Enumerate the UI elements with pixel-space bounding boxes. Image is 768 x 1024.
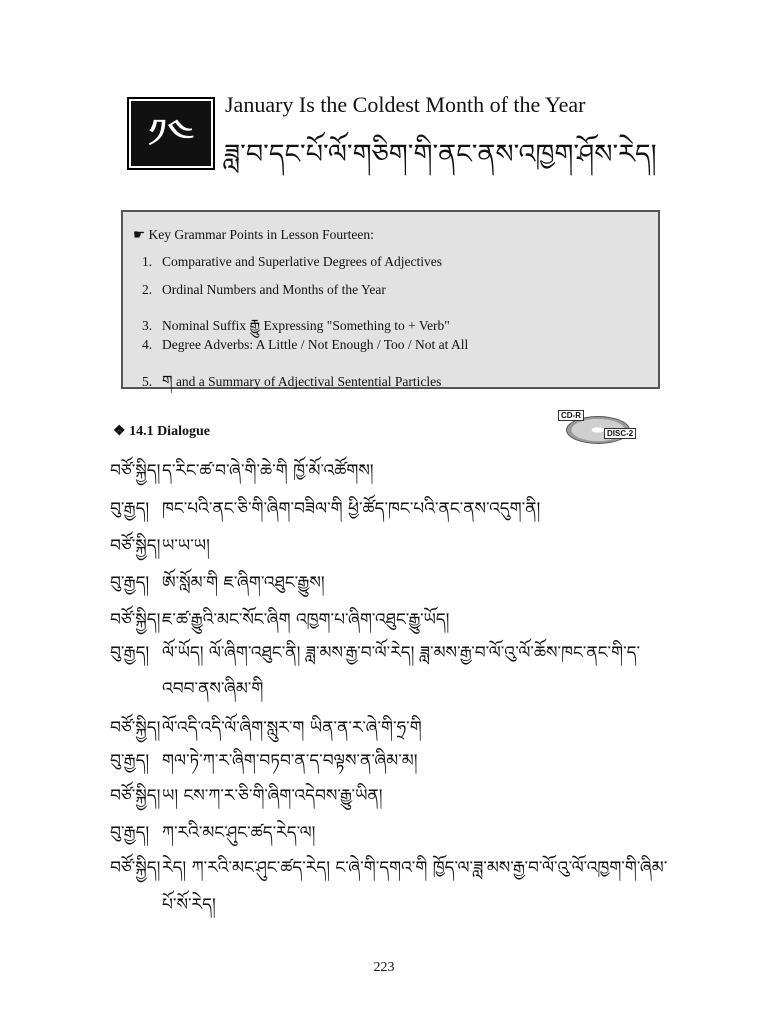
grammar-item: 3. Nominal Suffix རྒྱུ Expressing "Something to + Verb" (142, 316, 450, 334)
line-text: ཀ་རའི་མང་ཤུང་ཚད་རེད་ལ། (162, 823, 316, 843)
lesson-title-tibetan: ཟླ་བ་དང་པོ་ལོ་གཅིག་གི་ནང་ནས་འཁྱག་ཤོས་རེད། (224, 139, 657, 170)
line-text: རེད། ཀ་རའི་མང་ཤུང་ཚད་རེད། ང་ཞེ་གི་དགའ་གི ཁྱོད་ལ་ཟླ་མས་རྒྱ་བ་ལོ་འུ་ལོ་འཁྱག་གི་ཞིམ་ (162, 858, 668, 878)
cd-disc-icon (558, 410, 640, 444)
speaker: བུ་རྒྱད། (110, 643, 150, 663)
speaker: བཙོ་སྐྱིད། (110, 610, 161, 630)
section-heading (113, 423, 210, 440)
speaker: བུ་རྒྱད། (110, 823, 150, 843)
grammar-item: 5. ག and a Summary of Adjectival Sentential Particles (142, 372, 442, 390)
speaker: བཙོ་སྐྱིད། (110, 786, 161, 806)
line-text: ལོ་འདི་འདི་ལོ་ཞིག་སླུར་ག ཡིན་ན་ར་ཞེ་གི་ཧྲ་གི (162, 718, 422, 738)
lesson-title-english: January Is the Coldest Month of the Year (225, 92, 586, 117)
line-text: ཁང་པའི་ནང་ཅི་གི་ཞིག་བཟིལ་གི ཕྱི་ཚོད་ཁང་པའི་ནང་ནས་འདུག་ནི། (162, 499, 541, 519)
dialogue-continuation: པོ་སོ་རེད། (162, 895, 216, 915)
speaker: བཙོ་སྐྱིད། (110, 536, 161, 556)
speaker: བུ་རྒྱད། (110, 751, 150, 771)
lesson-number: ༡༤ (147, 110, 195, 157)
speaker: བཙོ་སྐྱིད། (110, 461, 161, 481)
line-text: ཡ་ཡ་ཡ། (162, 536, 210, 556)
grammar-item: 1. Comparative and Superlative Degrees of Adjectives (142, 254, 443, 269)
speaker: བུ་རྒྱད། (110, 573, 150, 593)
cd-label: CD-R (558, 410, 584, 421)
line-text: ཨོ་སློམ་གི ཇ་ཞིག་འཐུང་རྒྱུས། (162, 573, 325, 593)
pointing-hand-icon: ☛ (133, 227, 146, 242)
grammar-item: 2. Ordinal Numbers and Months of the Year (142, 282, 386, 297)
line-text: གལ་ཏེ་ཀ་ར་ཞིག་བཏབ་ན་ད་བལྟས་ན་ཞིམ་མ། (162, 751, 418, 771)
line-text: ལོ་ཡོད། ལོ་ཞིག་འཐུང་ནི། ཟླ་མས་རྒྱ་བ་ལོ་རེད། ཟླ་མས་རྒྱ་བ་ལོ་འུ་ལོ་ཆོས་ཁང་ནང་གི་ད་ (162, 643, 641, 663)
grammar-header (133, 227, 374, 243)
speaker: བཙོ་སྐྱིད། (110, 858, 161, 878)
lesson-number-box (127, 97, 215, 170)
line-text: ཇ་ཚ་རྒྱུའི་མང་སོང་ཞིག འཁྱག་པ་ཞིག་འཐུང་རྒྱུ་ཡོད། (162, 610, 450, 630)
grammar-header-text: Key Grammar Points in Lesson Fourteen: (148, 227, 374, 242)
speaker: བཙོ་སྐྱིད། (110, 718, 161, 738)
line-text: ཡ། ངས་ཀ་ར་ཅི་གི་ཞིག་འདེབས་རྒྱུ་ཡིན། (162, 786, 383, 806)
grammar-item: 4. Degree Adverbs: A Little / Not Enough / Too / Not at All (142, 337, 469, 352)
line-text: ད་རིང་ཚ་བ་ཞེ་གི་ཆེ་གི ཁྱོ་མོ་འཚོགས། (162, 461, 374, 481)
page-number: 223 (373, 960, 395, 975)
section-title: 14.1 Dialogue (129, 424, 210, 439)
disc-label: DISC-2 (604, 428, 636, 439)
grammar-points-box (121, 210, 660, 389)
dialogue-continuation: འབབ་ནས་ཞིམ་གི (162, 679, 264, 699)
diamond-bullet-icon: ❖ (113, 424, 126, 439)
speaker: བུ་རྒྱད། (110, 499, 150, 519)
